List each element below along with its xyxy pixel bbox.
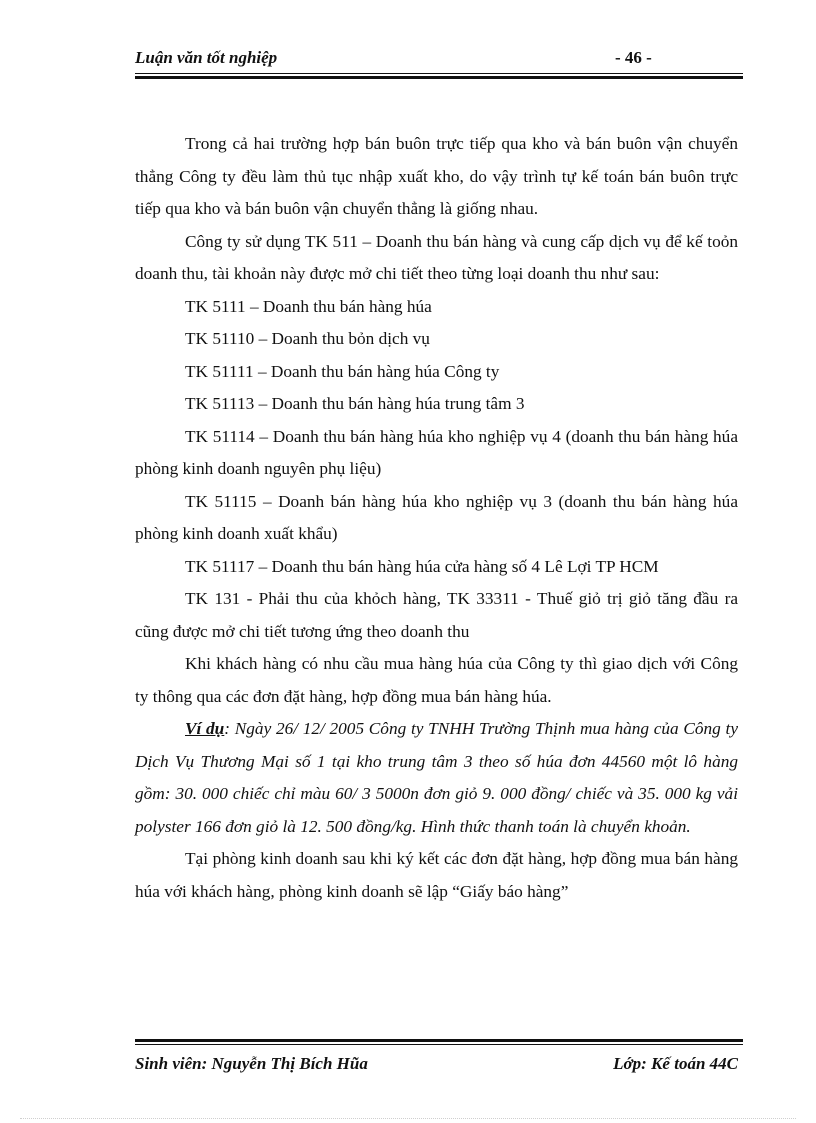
account-item: TK 51117 – Doanh thu bán hàng húa cửa hàng số 4 Lê Lợi TP HCM — [185, 556, 659, 576]
example-label: Ví dụ — [185, 719, 225, 738]
document-title: Luận văn tốt nghiệp — [135, 48, 278, 67]
footer-rule-thick — [135, 1039, 743, 1042]
account-item: TK 5111 – Doanh thu bán hàng húa — [185, 296, 432, 316]
paragraph-example — [135, 713, 738, 843]
account-item: TK 51110 – Doanh thu bỏn dịch vụ — [185, 329, 430, 348]
page-footer — [135, 1054, 738, 1078]
page-header — [135, 48, 743, 70]
header-rule-thick — [135, 76, 743, 79]
paragraph-sales-dept: Tại phòng kinh doanh sau khi ký kết các đơn đặt hàng, hợp đồng mua bán hàng húa với khách hàng, phòng kinh doanh sẽ lập “Giấy báo hàng” — [135, 849, 738, 901]
paragraph-customer: Khi khách hàng có nhu cầu mua hàng húa của Công ty thì giao dịch với Công ty thông qua các đơn đặt hàng, hợp đồng mua bán hàng húa. — [135, 654, 738, 706]
example-text: : Ngày 26/ 12/ 2005 Công ty TNHH Trường Thịnh mua hàng của Công ty Dịch Vụ Thương Mại số 1 tại kho trung tâm 3 theo số húa đơn 44560 một lô hàng gồm: 30. 000 chiếc chỉ màu 60/ 3 5000n đơn giỏ 9. 000 đồng/ chiếc và 35. 000 kg vải polyster 166 đơn giỏ là 12. 500 đồng/kg. Hình thức thanh toán là chuyển khoản. — [135, 719, 738, 836]
paragraph-wholesale: Trong cả hai trường hợp bán buôn trực tiếp qua kho và bán buôn vận chuyển thẳng Công ty đều làm thủ tục nhập xuất kho, do vậy trình tự kế toán bán buôn trực tiếp qua kho và bán buôn vận chuyển thẳng là giống nhau. — [135, 134, 738, 218]
page-number: - 46 - — [615, 48, 652, 67]
account-item: TK 51111 – Doanh thu bán hàng húa Công ty — [185, 361, 500, 381]
class-name: Lớp: Kế toán 44C — [613, 1054, 738, 1073]
footer-rule-thin — [135, 1044, 743, 1045]
account-item: TK 51114 – Doanh thu bán hàng húa kho nghiệp vụ 4 (doanh thu bán hàng húa phòng kinh doanh nguyên phụ liệu) — [135, 426, 738, 478]
student-name: Sinh viên: Nguyễn Thị Bích Hũa — [135, 1054, 368, 1073]
paragraph-tk131: TK 131 - Phải thu của khỏch hàng, TK 33311 - Thuế giỏ trị giỏ tăng đầu ra cũng được mở chi tiết tương ứng theo doanh thu — [135, 589, 738, 641]
account-item: TK 51115 – Doanh bán hàng húa kho nghiệp vụ 3 (doanh thu bán hàng húa phòng kinh doanh xuất khẩu) — [135, 491, 738, 543]
page-edge-dots — [20, 1118, 796, 1119]
account-item: TK 51113 – Doanh thu bán hàng húa trung tâm 3 — [185, 394, 525, 413]
header-rule-thin — [135, 73, 743, 74]
body-text — [135, 128, 738, 908]
paragraph-tk511: Công ty sử dụng TK 511 – Doanh thu bán hàng và cung cấp dịch vụ để kế toỏn doanh thu, tài khoản này được mở chi tiết theo từng loại doanh thu như sau: — [135, 231, 738, 283]
